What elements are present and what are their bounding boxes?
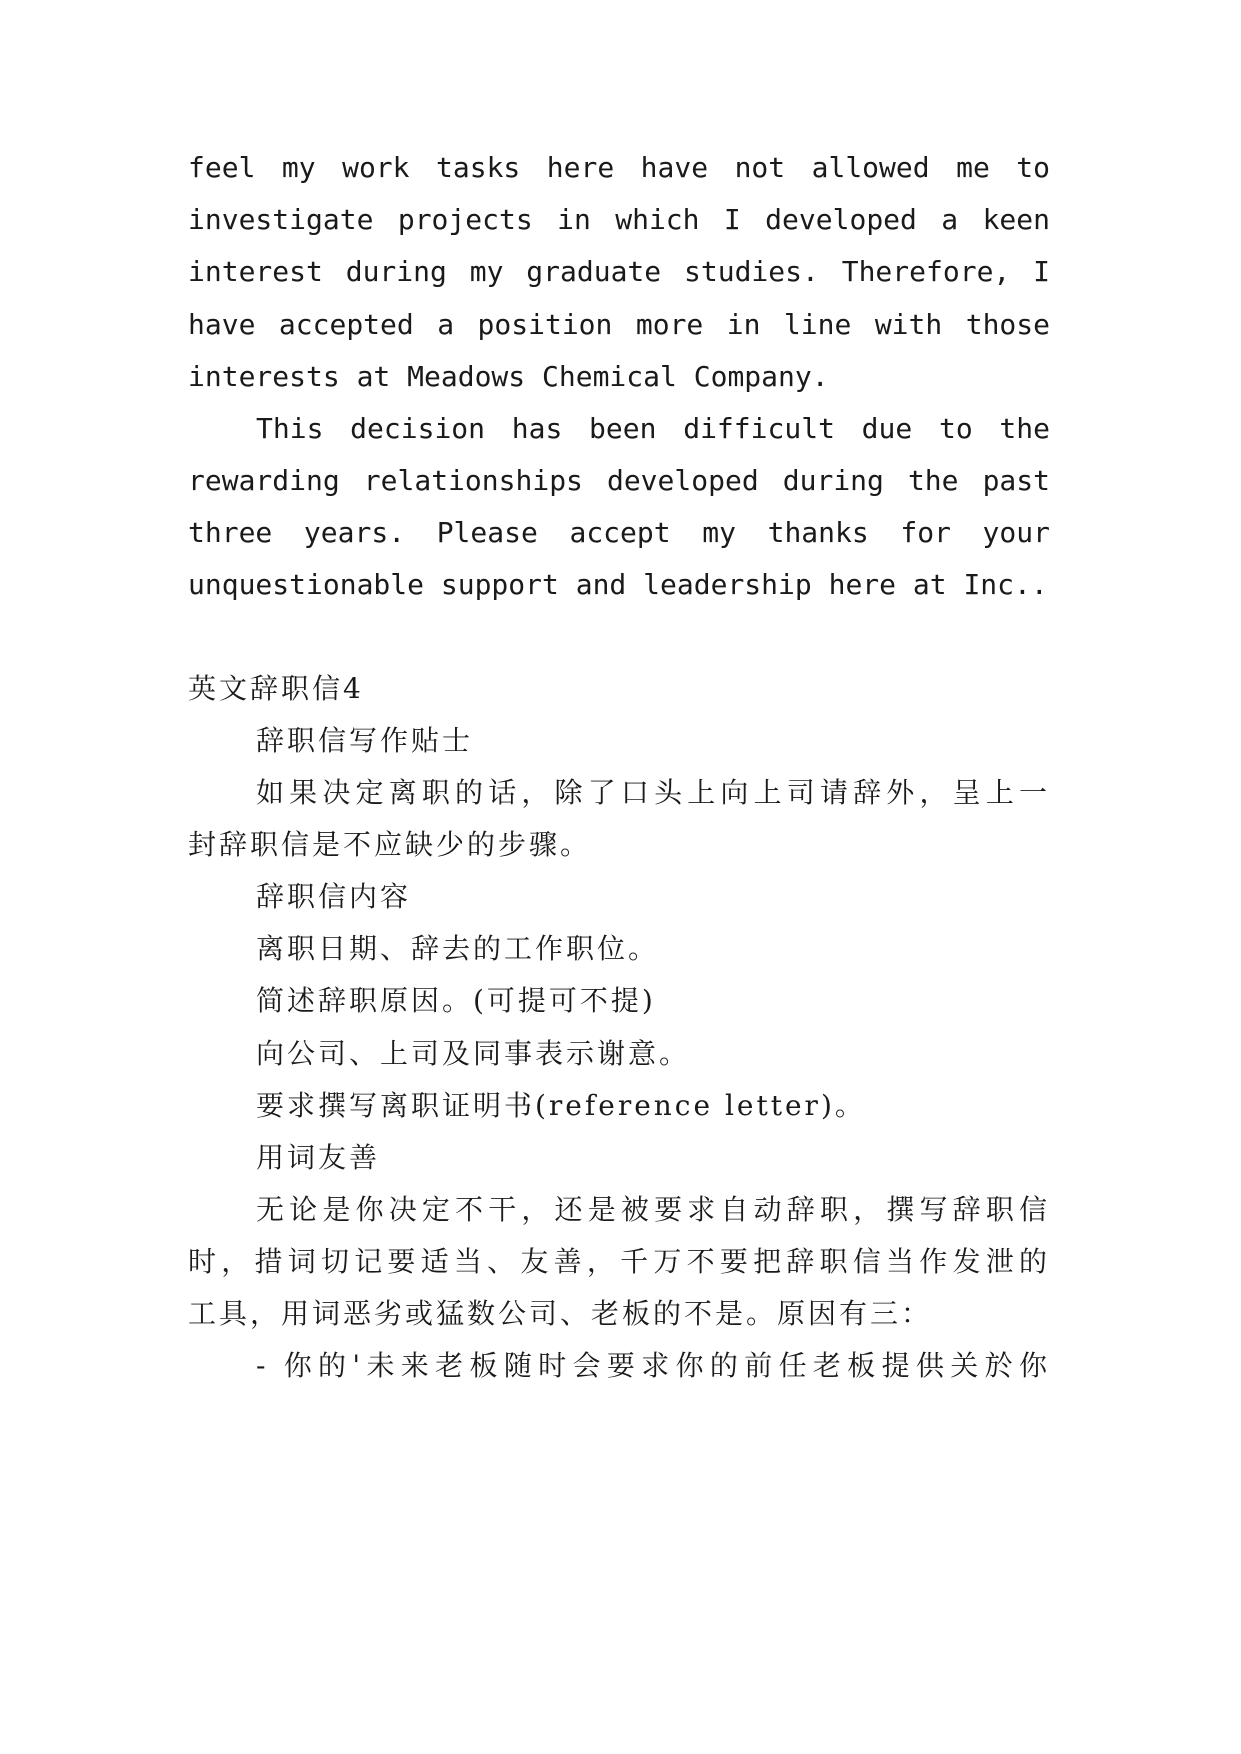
paragraph-line: This decision has been difficult due to the [256, 412, 1050, 445]
paragraph-line: 如果决定离职的话，除了口头上向上司请辞外，呈上一 [256, 776, 1050, 809]
list-item: 向公司、上司及同事表示谢意。 [256, 1037, 691, 1070]
section-heading: 英文辞职信4 [188, 672, 364, 705]
paragraph-line: 封辞职信是不应缺少的步骤。 [188, 828, 592, 861]
paragraph-line: have accepted a position more in line with those [188, 308, 1050, 341]
tips-title: 辞职信写作贴士 [256, 724, 474, 757]
content-heading: 辞职信内容 [256, 880, 412, 913]
paragraph-line: - 你的'未来老板随时会要求你的前任老板提供关於你 [256, 1349, 1050, 1382]
paragraph-line: interest during my graduate studies. Therefore, I [188, 255, 1050, 288]
paragraph-line: rewarding relationships developed during the past [188, 464, 1050, 497]
paragraph-line: 工具，用词恶劣或猛数公司、老板的不是。原因有三： [188, 1297, 933, 1330]
list-item: 简述辞职原因。(可提可不提) [256, 984, 656, 1017]
paragraph-line: unquestionable support and leadership here at Inc.. [188, 568, 1048, 601]
paragraph-line: 无论是你决定不干，还是被要求自动辞职，撰写辞职信 [256, 1193, 1050, 1226]
paragraph-line: feel my work tasks here have not allowed me to [188, 151, 1050, 184]
paragraph-line: 时，措词切记要适当、友善，千万不要把辞职信当作发泄的 [188, 1245, 1050, 1278]
wording-heading: 用词友善 [256, 1141, 381, 1174]
paragraph-line: investigate projects in which I developed a keen [188, 203, 1050, 236]
paragraph-line: interests at Meadows Chemical Company. [188, 360, 829, 393]
list-item: 要求撰写离职证明书(reference letter)。 [256, 1089, 866, 1122]
list-item: 离职日期、辞去的工作职位。 [256, 932, 660, 965]
paragraph-line: three years. Please accept my thanks for your [188, 516, 1050, 549]
